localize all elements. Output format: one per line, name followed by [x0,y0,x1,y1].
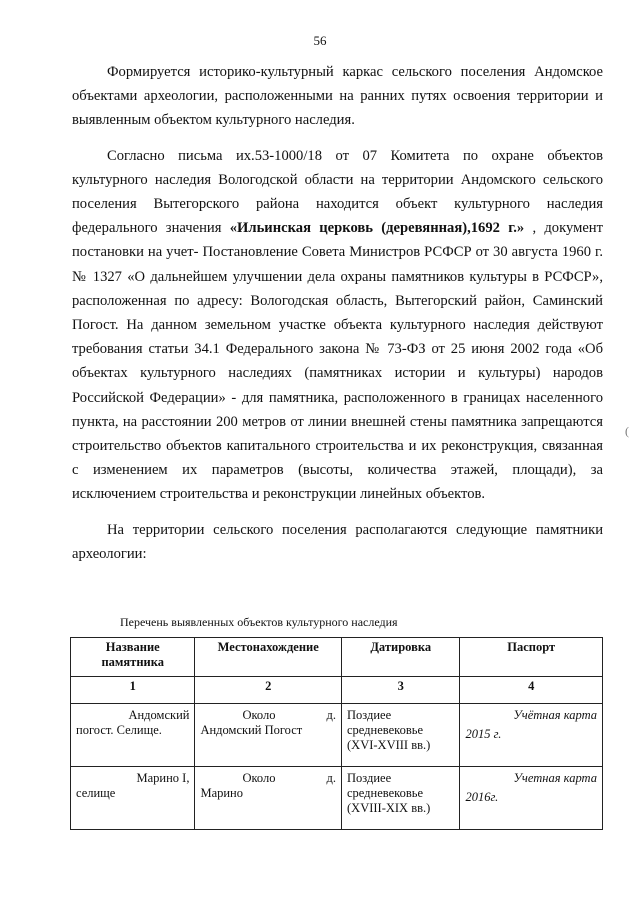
col-number: 1 [71,677,195,704]
paragraph-1: Формируется историко-культурный каркас сельского поселения Андомское объектами археологии, расположенными на ранних путях освоения территории и выявленным объектом культурного наследия. [72,64,603,129]
table-number-row [71,677,603,704]
cell-dating: Поздиее средневековье (XVIII-XIX вв.) [342,767,460,830]
header-location: Местонахождение [195,638,342,677]
table-row [71,704,603,767]
name-line-2: селище [76,786,116,800]
cell-name [71,704,195,767]
location-abbrev: д. [326,771,336,785]
cell-location [195,704,342,767]
passport-line-1: Учётная карта [513,708,597,722]
name-line-1: Марино I, [136,771,190,785]
header-passport: Паспорт [460,638,603,677]
col-number: 2 [195,677,342,704]
location-near: Около [242,771,276,785]
header-dating: Датировка [342,638,460,677]
location-near: Около [242,708,276,722]
passport-line-1: Учетная карта [513,771,597,785]
location-line-2: Марино [200,786,243,800]
page-number: 56 [313,33,327,48]
location-line-2: Андомский Погост [200,723,303,737]
header-name: Название памятника [71,638,195,677]
name-line-2: погост. Селище. [76,723,162,737]
cell-dating: Поздиее средневековье (XVI-XVIII вв.) [342,704,460,767]
table-row [71,767,603,830]
table-header-row [71,638,603,677]
passport-line-2: 2016г. [465,790,499,804]
table-caption: Перечень выявленных объектов культурного наследия [120,615,398,629]
margin-mark: ( [625,424,629,438]
paragraph-3: На территории сельского поселения располагаются следующие памятники археологии: [72,521,603,562]
cell-name [71,767,195,830]
location-line-1 [200,771,336,786]
name-line-1: Андомский [128,708,190,722]
location-line-1 [200,708,336,723]
col-number: 3 [342,677,460,704]
location-abbrev: д. [326,708,336,722]
col-number: 4 [460,677,603,704]
paragraph-2 [72,144,603,507]
paragraph-2-start: Согласно письма их.53-1000/18 от 07 Комитета по охране объектов культурного наследия Вологодской области на территории Андомского сельского поселения Вытегорского района находится объект культурного наследия федерального значения [72,147,603,237]
cell-passport [460,767,603,830]
heritage-table [70,637,603,830]
cell-passport [460,704,603,767]
body-text [72,60,603,566]
cell-location [195,767,342,830]
monument-name: «Ильинская церковь (деревянная),1692 г.» [229,220,525,237]
paragraph-2-rest: , документ постановки на учет- Постановление Совета Министров РСФСР от 30 августа 1960 г. № 1327 «О дальнейшем улучшении дела охраны памятников культуры в РСФСР», расположенная по адресу: Вологодская область, Вытегорский район, Саминский Погост. На данном земельном участке объекта культурного наследия действуют требования статьи 34.1 Федерального закона № 73-ФЗ от 25 июня 2002 года «Об объектах культурного наследиях (памятниках истории и культуры) народов Российской Федерации» - для памятника, расположенного в границах населенного пункта, на расстоянии 200 метров от линии внешней стены памятника запрещаются строительство объектов капитального строительства и их реконструкция, связанная с изменением их параметров (высоты, количества этажей, площади), за исключением строительства и реконструкции линейных объектов. [72,220,603,503]
passport-line-2: 2015 г. [465,727,502,741]
